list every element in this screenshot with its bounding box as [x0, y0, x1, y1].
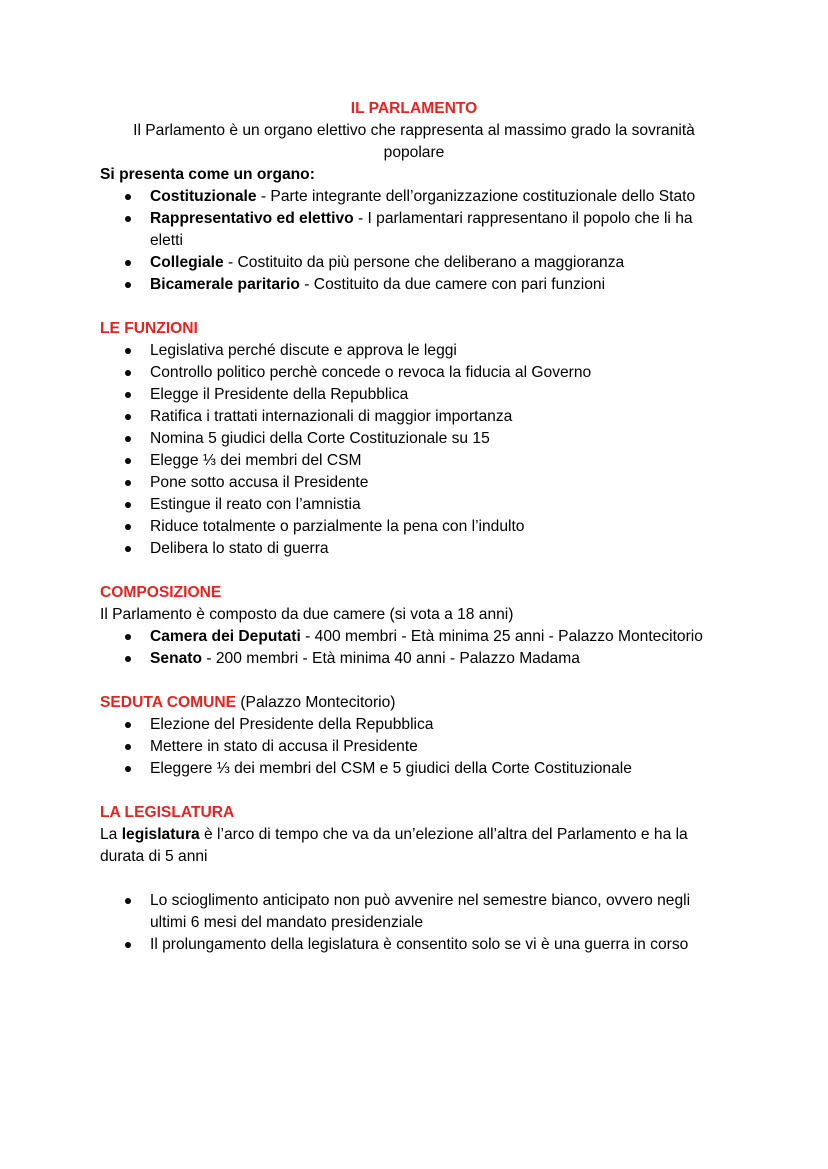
item-text: Delibera lo stato di guerra [150, 540, 329, 557]
item-text: - Parte integrante dell’organizzazione costituzionale dello Stato [256, 188, 696, 205]
item-term: Rappresentativo ed elettivo [150, 210, 354, 227]
seduta-note: (Palazzo Montecitorio) [236, 694, 396, 711]
composizione-list [100, 626, 728, 670]
spacer [100, 560, 728, 582]
organo-list [100, 186, 728, 296]
item-text: Controllo politico perchè concede o revoca la fiducia al Governo [150, 364, 592, 381]
seduta-list [100, 714, 728, 780]
list-item [100, 890, 728, 934]
legislatura-heading: LA LEGISLATURA [100, 804, 235, 821]
bullet-icon [125, 722, 131, 728]
document-page [100, 98, 728, 956]
list-item [100, 252, 728, 274]
intro-pre: La [100, 826, 122, 843]
bullet-icon [125, 546, 131, 552]
bullet-icon [125, 524, 131, 530]
list-item [100, 362, 728, 384]
item-text: - 400 membri - Età minima 25 anni - Palazzo Montecitorio [300, 628, 703, 645]
item-term: Senato [150, 650, 202, 667]
list-item [100, 208, 728, 252]
list-item [100, 648, 728, 670]
list-item [100, 428, 728, 450]
item-text: Elegge il Presidente della Repubblica [150, 386, 409, 403]
legislatura-intro [100, 824, 728, 868]
composizione-intro: Il Parlamento è composto da due camere (si vota a 18 anni) [100, 606, 514, 623]
seduta-heading-line [100, 692, 728, 714]
item-text: Estingue il reato con l’amnistia [150, 496, 361, 513]
item-text: - Costituito da più persone che deliberano a maggioranza [223, 254, 625, 271]
bullet-icon [125, 370, 131, 376]
bullet-icon [125, 458, 131, 464]
bullet-icon [125, 282, 131, 288]
list-item [100, 274, 728, 296]
bullet-icon [125, 898, 131, 904]
item-term: Bicamerale paritario [150, 276, 300, 293]
list-item [100, 626, 728, 648]
seduta-heading: SEDUTA COMUNE [100, 694, 237, 711]
item-text: Legislativa perché discute e approva le leggi [150, 342, 457, 359]
list-item [100, 538, 728, 560]
spacer [100, 670, 728, 692]
intro-post: è l’arco di tempo che va da un’elezione all’altra del Parlamento e ha la durata di 5 anni [100, 826, 688, 865]
bullet-icon [125, 744, 131, 750]
item-term: Costituzionale [150, 188, 257, 205]
item-text: Riduce totalmente o parzialmente la pena con l’indulto [150, 518, 525, 535]
item-text: Mettere in stato di accusa il Presidente [150, 738, 418, 755]
list-item [100, 340, 728, 362]
item-text: Lo scioglimento anticipato non può avvenire nel semestre bianco, ovvero negli ultimi 6 mesi del mandato presidenziale [150, 892, 691, 931]
bullet-icon [125, 216, 131, 222]
list-item [100, 516, 728, 538]
list-item [100, 472, 728, 494]
bullet-icon [125, 656, 131, 662]
item-text: Pone sotto accusa il Presidente [150, 474, 369, 491]
item-text: Elezione del Presidente della Repubblica [150, 716, 434, 733]
intro-term: legislatura [121, 826, 200, 843]
item-text: Elegge ⅓ dei membri del CSM [150, 452, 362, 469]
item-term: Camera dei Deputati [150, 628, 301, 645]
list-item [100, 934, 728, 956]
spacer [100, 868, 728, 890]
list-item [100, 406, 728, 428]
list-item [100, 736, 728, 758]
bullet-icon [125, 502, 131, 508]
list-item [100, 186, 728, 208]
funzioni-list [100, 340, 728, 560]
list-item [100, 384, 728, 406]
spacer [100, 780, 728, 802]
list-item [100, 494, 728, 516]
item-text: Il prolungamento della legislatura è consentito solo se vi è una guerra in corso [150, 936, 689, 953]
item-text: Nomina 5 giudici della Corte Costituzionale su 15 [150, 430, 490, 447]
item-text: - 200 membri - Età minima 40 anni - Palazzo Madama [202, 650, 580, 667]
list-item [100, 450, 728, 472]
spacer [100, 296, 728, 318]
bullet-icon [125, 194, 131, 200]
page-title: IL PARLAMENTO [350, 100, 478, 117]
item-text: Ratifica i trattati internazionali di maggior importanza [150, 408, 513, 425]
intro-text: Il Parlamento è un organo elettivo che rappresenta al massimo grado la sovranità popolare [133, 122, 695, 161]
bullet-icon [125, 392, 131, 398]
organo-heading: Si presenta come un organo: [100, 166, 315, 183]
composizione-heading: COMPOSIZIONE [100, 584, 222, 601]
item-text: - Costituito da due camere con pari funzioni [299, 276, 606, 293]
funzioni-heading: LE FUNZIONI [100, 320, 198, 337]
bullet-icon [125, 634, 131, 640]
bullet-icon [125, 348, 131, 354]
bullet-icon [125, 260, 131, 266]
item-term: Collegiale [150, 254, 224, 271]
bullet-icon [125, 414, 131, 420]
bullet-icon [125, 766, 131, 772]
list-item [100, 758, 728, 780]
legislatura-list [100, 890, 728, 956]
item-text: - I parlamentari rappresentano il popolo che li ha eletti [150, 210, 693, 249]
bullet-icon [125, 436, 131, 442]
bullet-icon [125, 480, 131, 486]
bullet-icon [125, 942, 131, 948]
list-item [100, 714, 728, 736]
item-text: Eleggere ⅓ dei membri del CSM e 5 giudici della Corte Costituzionale [150, 760, 632, 777]
